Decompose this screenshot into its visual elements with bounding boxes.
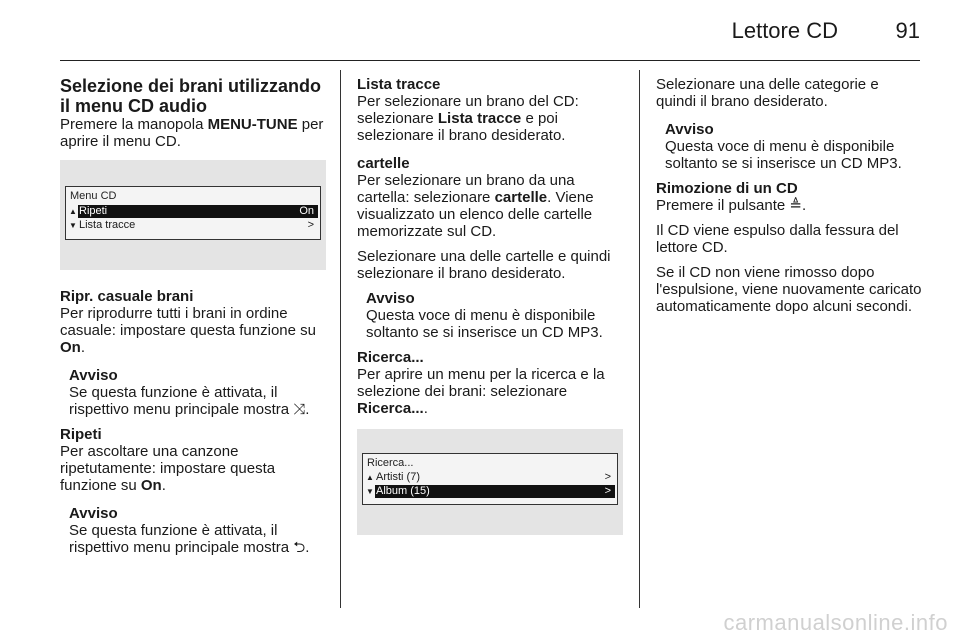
menu-tune-label: MENU-TUNE (207, 116, 298, 133)
intro-suffix: per aprire il menu CD. (60, 116, 324, 150)
column-3 (656, 76, 922, 315)
note-heading: Avviso (69, 505, 118, 522)
repeat-text: Per ascoltare una canzone ripetutamente: impostare questa funzione su (60, 443, 276, 494)
display-row-lista-tracce (68, 219, 318, 232)
chevron-right-icon: > (307, 219, 314, 231)
period: . (423, 400, 428, 417)
note-text: Questa voce di menu è disponibile soltanto se si inserisce un CD MP3. (366, 307, 603, 341)
search-heading: Ricerca... (357, 349, 424, 366)
down-arrow-icon: ▼ (69, 221, 77, 230)
note-paragraph (69, 522, 326, 556)
display-frame (65, 186, 321, 240)
chevron-right-icon: > (604, 471, 611, 483)
cd-menu-screenshot (60, 160, 326, 270)
list-heading: Lista tracce (357, 76, 441, 93)
display-header: Menu CD (70, 190, 117, 202)
chevron-right-icon: > (604, 485, 611, 497)
shuffle-icon: ⤨ (293, 401, 306, 418)
row-value: On (299, 205, 314, 217)
display-header: Ricerca... (367, 457, 414, 469)
row-label: Ripeti (79, 205, 108, 217)
display-row-album (365, 485, 615, 498)
column-divider-1 (340, 70, 341, 608)
search-menu-screenshot (357, 429, 623, 535)
folder-paragraph-2: Selezionare una delle cartelle e quindi selezionare il brano desiderato. (357, 248, 611, 282)
note-text: Se questa funzione è attivata, il rispettivo menu principale mostra (69, 522, 294, 556)
display-frame (362, 453, 618, 505)
list-paragraph (357, 93, 625, 144)
category-paragraph: Selezionare una delle categorie e quindi il brano desiderato. (656, 76, 879, 110)
selection-bar (78, 205, 318, 218)
note-4 (656, 121, 922, 172)
random-paragraph (60, 305, 326, 356)
note-text: Se questa funzione è attivata, il rispettivo menu principale mostra (69, 384, 294, 418)
display-row-ripeti (68, 205, 318, 218)
eject-icon: ≜ (789, 197, 802, 214)
period: . (161, 477, 166, 494)
folder-bold: cartelle (494, 189, 548, 206)
note-3 (357, 290, 625, 341)
on-label: On (60, 339, 81, 356)
note-text: Questa voce di menu è disponibile soltanto se si inserisce un CD MP3. (665, 138, 902, 172)
folder-heading: cartelle (357, 155, 410, 172)
random-heading: Ripr. casuale brani (60, 288, 194, 305)
on-label: On (140, 477, 162, 494)
folder-end: . Viene visualizzato un elenco delle cartelle memorizzate sul CD. (357, 189, 594, 240)
up-arrow-icon: ▲ (69, 207, 77, 216)
down-arrow-icon: ▼ (366, 487, 374, 496)
list-bold: Lista tracce (437, 110, 522, 127)
row-label: Album (15) (376, 485, 430, 497)
eject-paragraph: Il CD viene espulso dalla fessura del lettore CD. (656, 222, 899, 256)
row-label: Lista tracce (79, 219, 136, 231)
page-header (60, 18, 920, 58)
period: . (305, 401, 310, 418)
auto-reload-paragraph: Se il CD non viene rimosso dopo l'espulsione, viene nuovamente caricato automaticamente dopo alcuni secondi. (656, 264, 922, 315)
search-paragraph (357, 366, 625, 417)
up-arrow-icon: ▲ (366, 473, 374, 482)
display-row-artisti (365, 471, 615, 484)
note-1 (60, 367, 326, 418)
column-1 (60, 76, 326, 564)
page-title: Lettore CD (731, 18, 838, 43)
repeat-paragraph (60, 443, 326, 494)
list-end: e poi selezionare il brano desiderato. (357, 110, 566, 144)
repeat-heading: Ripeti (60, 426, 102, 443)
folder-paragraph (357, 172, 625, 240)
intro-paragraph (60, 116, 326, 150)
note-2 (60, 505, 326, 556)
intro-text: Premere la manopola (60, 116, 208, 133)
random-text: Per riprodurre tutti i brani in ordine casuale: impostare questa funzione su (60, 305, 316, 339)
note-heading: Avviso (69, 367, 118, 384)
column-2 (357, 76, 625, 553)
row-label: Artisti (7) (376, 471, 420, 483)
remove-text: Premere il pulsante (656, 197, 790, 214)
period: . (801, 197, 807, 214)
folder-text: Per selezionare un brano da una cartella: selezionare (357, 172, 575, 206)
search-text: Per aprire un menu per la ricerca e la selezione dei brani: selezionare (357, 366, 605, 400)
note-heading: Avviso (665, 121, 714, 138)
note-paragraph (69, 384, 326, 418)
period: . (80, 339, 86, 356)
remove-heading: Rimozione di un CD (656, 180, 798, 197)
search-bold: Ricerca... (357, 400, 424, 417)
note-heading: Avviso (366, 290, 415, 307)
column-divider-2 (639, 70, 640, 608)
list-text: Per selezionare un brano del CD: selezionare (357, 93, 579, 127)
remove-paragraph (656, 197, 922, 214)
period: . (305, 539, 310, 556)
header-divider (60, 60, 920, 61)
section-title: Selezione dei brani utilizzando il menu CD audio (60, 76, 322, 116)
watermark: carmanualsonline.info (723, 610, 948, 635)
repeat-icon: ⮌ (293, 539, 306, 556)
page-number: 91 (895, 18, 920, 43)
